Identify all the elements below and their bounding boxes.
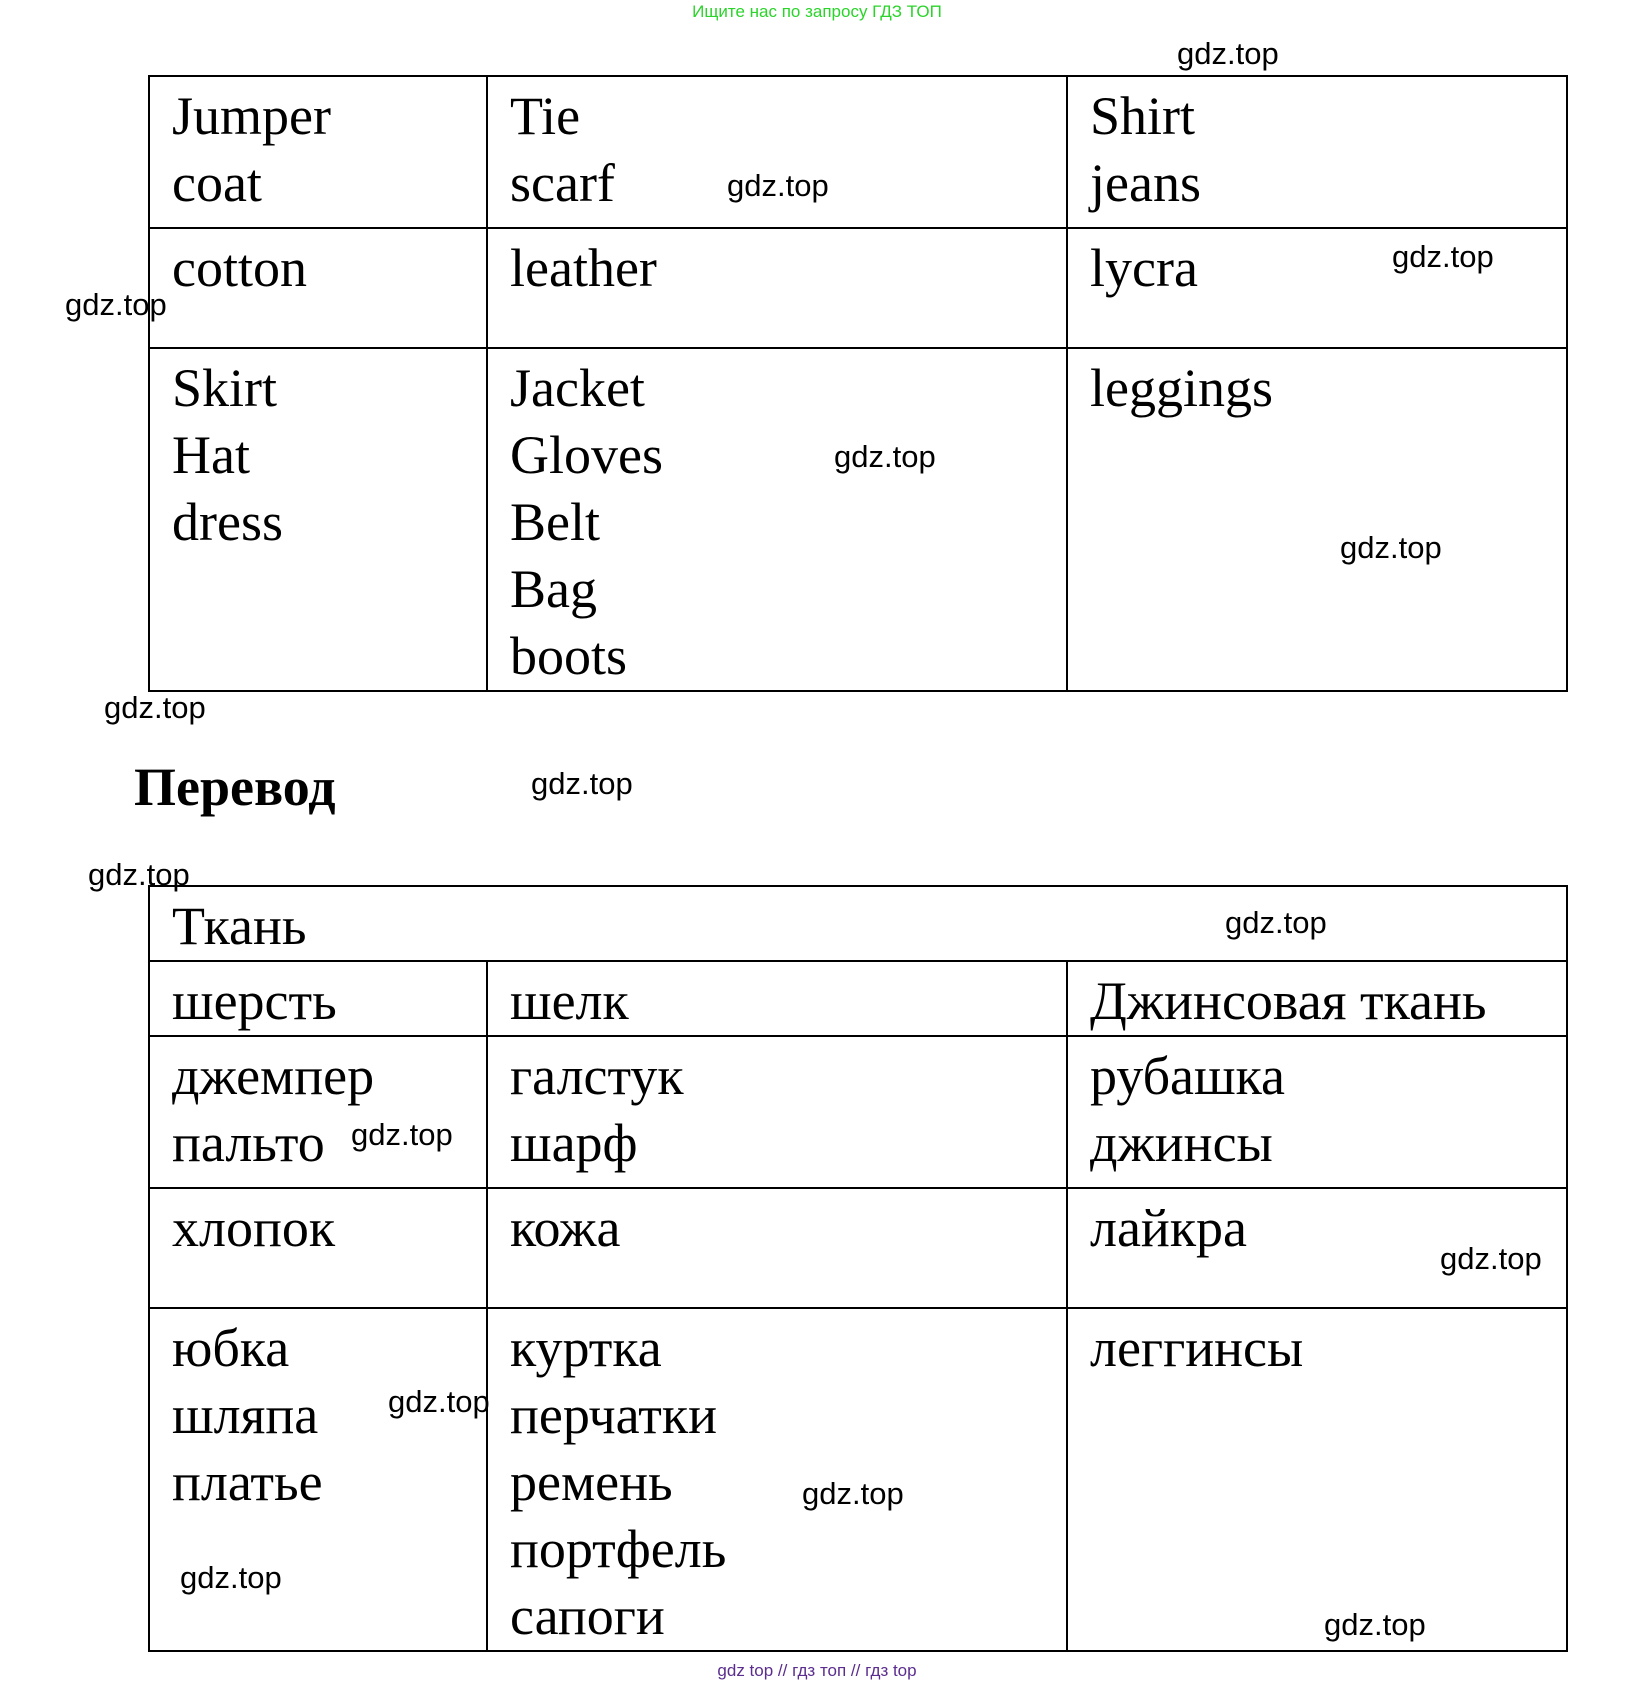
word: boots bbox=[510, 626, 628, 686]
word: Джинсовая ткань bbox=[1090, 971, 1487, 1031]
table-row bbox=[149, 1188, 1567, 1308]
watermark: gdz.top bbox=[351, 1117, 453, 1152]
table-header-cell bbox=[149, 886, 1567, 961]
watermark: gdz.top bbox=[104, 690, 206, 725]
word: лайкра bbox=[1090, 1198, 1248, 1258]
table-cell bbox=[149, 228, 487, 348]
watermark: gdz.top bbox=[180, 1560, 282, 1595]
word: Shirt bbox=[1090, 86, 1196, 146]
word: платье bbox=[172, 1452, 323, 1512]
table-cell bbox=[149, 961, 487, 1036]
word: Jumper bbox=[172, 86, 331, 146]
word: dress bbox=[172, 492, 283, 552]
watermark: gdz.top bbox=[727, 168, 829, 203]
watermark: gdz.top bbox=[1225, 905, 1327, 940]
table-cell bbox=[1067, 961, 1567, 1036]
word: scarf bbox=[510, 153, 615, 213]
top-banner[interactable]: Ищите нас по запросу ГДЗ ТОП bbox=[692, 2, 942, 21]
word: coat bbox=[172, 153, 262, 213]
word: leggings bbox=[1090, 358, 1273, 418]
table-row bbox=[149, 228, 1567, 348]
word: шерсть bbox=[172, 971, 337, 1031]
watermark: gdz.top bbox=[388, 1384, 490, 1419]
word: юбка bbox=[172, 1318, 290, 1378]
table-cell bbox=[1067, 348, 1567, 691]
table-cell bbox=[487, 1308, 1067, 1651]
footer-links[interactable]: gdz top // гдз топ // гдз top bbox=[717, 1661, 917, 1680]
table-row bbox=[149, 886, 1567, 961]
english-clothes-table bbox=[148, 75, 1568, 692]
watermark: gdz.top bbox=[1340, 530, 1442, 565]
word: кожа bbox=[510, 1198, 621, 1258]
word: рубашка bbox=[1090, 1046, 1285, 1106]
word: портфель bbox=[510, 1519, 727, 1579]
word: перчатки bbox=[510, 1385, 717, 1445]
word: jeans bbox=[1090, 153, 1201, 213]
word: пальто bbox=[172, 1113, 325, 1173]
word: леггинсы bbox=[1090, 1318, 1304, 1378]
word: джинсы bbox=[1090, 1113, 1273, 1173]
word: сапоги bbox=[510, 1586, 665, 1646]
word: галстук bbox=[510, 1046, 684, 1106]
watermark: gdz.top bbox=[1177, 36, 1279, 71]
watermark: gdz.top bbox=[1324, 1607, 1426, 1642]
word: шелк bbox=[510, 971, 629, 1031]
watermark: gdz.top bbox=[802, 1476, 904, 1511]
word: leather bbox=[510, 238, 657, 298]
word: Bag bbox=[510, 559, 597, 619]
word: ремень bbox=[510, 1452, 673, 1512]
word: lycra bbox=[1090, 238, 1198, 298]
watermark: gdz.top bbox=[88, 857, 190, 892]
word: cotton bbox=[172, 238, 307, 298]
fabric-header: Ткань bbox=[172, 896, 307, 956]
table-cell bbox=[487, 76, 1067, 228]
word: Hat bbox=[172, 425, 250, 485]
word: джемпер bbox=[172, 1046, 375, 1106]
table-cell bbox=[1067, 76, 1567, 228]
table-row bbox=[149, 961, 1567, 1036]
word: Gloves bbox=[510, 425, 663, 485]
watermark: gdz.top bbox=[65, 287, 167, 322]
watermark: gdz.top bbox=[834, 439, 936, 474]
word: Belt bbox=[510, 492, 600, 552]
table-cell bbox=[149, 1308, 487, 1651]
table-cell bbox=[149, 1188, 487, 1308]
word: куртка bbox=[510, 1318, 662, 1378]
table-cell bbox=[149, 76, 487, 228]
table-row bbox=[149, 348, 1567, 691]
table-row bbox=[149, 76, 1567, 228]
word: Skirt bbox=[172, 358, 278, 418]
word: шарф bbox=[510, 1113, 638, 1173]
russian-translation-table bbox=[148, 885, 1568, 1652]
table-cell bbox=[487, 1188, 1067, 1308]
table-cell bbox=[1067, 1308, 1567, 1651]
word: шляпа bbox=[172, 1385, 319, 1445]
table-cell bbox=[487, 228, 1067, 348]
watermark: gdz.top bbox=[531, 766, 633, 801]
word: Jacket bbox=[510, 358, 645, 418]
table-cell bbox=[149, 348, 487, 691]
table-cell bbox=[487, 961, 1067, 1036]
translation-heading: Перевод bbox=[134, 757, 336, 817]
word: хлопок bbox=[172, 1198, 336, 1258]
table-row bbox=[149, 1036, 1567, 1188]
watermark: gdz.top bbox=[1440, 1241, 1542, 1276]
table-cell bbox=[1067, 1036, 1567, 1188]
word: Tie bbox=[510, 86, 581, 146]
table-cell bbox=[149, 1036, 487, 1188]
table-cell bbox=[487, 348, 1067, 691]
watermark: gdz.top bbox=[1392, 239, 1494, 274]
table-cell bbox=[487, 1036, 1067, 1188]
